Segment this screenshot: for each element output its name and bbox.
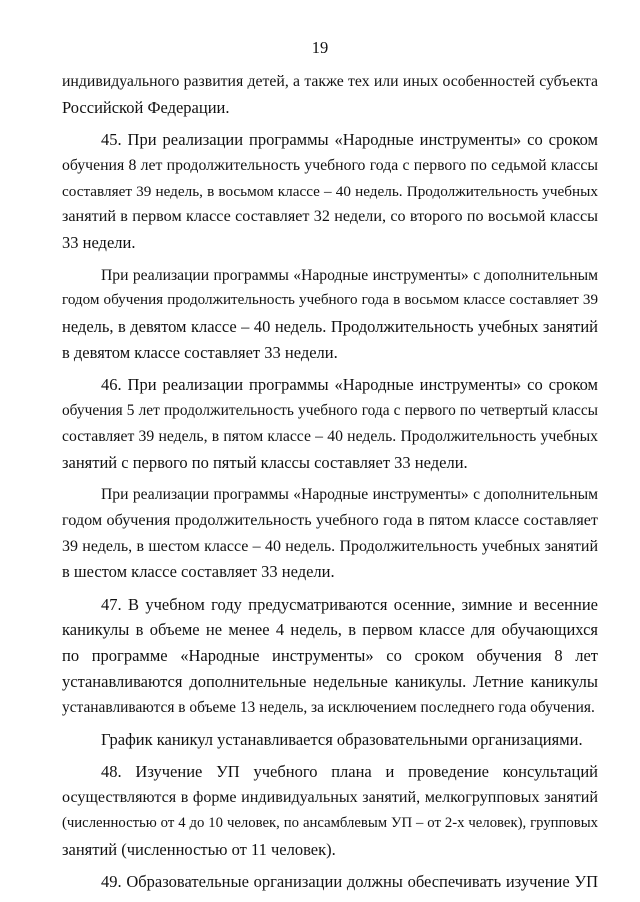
text-line: осуществляются в форме индивидуальных занятий, мелкогрупповых занятий [62,789,598,807]
text-line: 45. При реализации программы «Народные инструменты» со сроком [101,130,598,150]
paragraph-45 [62,127,598,256]
text-line: недель, в девятом классе – 40 недель. Продолжительность учебных занятий [62,317,598,337]
text-line: занятий в первом классе составляет 32 недели, со второго по восьмой классы [62,208,598,226]
text-line: устанавливаются дополнительные недельные каникулы. Летние каникулы [62,672,598,692]
paragraph-46 [62,372,598,475]
text-line: составляет 39 недель, в восьмом классе – 40 недель. Продолжительность учебных [62,182,598,200]
text-line: в шестом классе составляет 33 недели. [62,562,335,582]
paragraph-49 [62,869,598,895]
text-line: индивидуального развития детей, а также тех или иных особенностей субъекта [62,73,598,90]
text-line: каникулы в объеме не менее 4 недель, в первом классе для обучающихся [62,620,598,640]
paragraph-48 [62,759,598,862]
paragraph [62,263,598,366]
text-line: При реализации программы «Народные инструменты» с дополнительным [101,485,598,503]
text-line: обучения 5 лет продолжительность учебного года с первого по четвертый классы [62,402,598,420]
paragraph [62,727,598,753]
text-line: При реализации программы «Народные инструменты» с дополнительным [101,266,598,284]
text-line: занятий с первого по пятый классы составляет 33 недели. [62,452,468,472]
text-line: 47. В учебном году предусматриваются осенние, зимние и весенние [101,594,598,614]
text-line: годом обучения продолжительность учебного года в пятом классе составляет [62,511,598,529]
text-line: 33 недели. [62,233,136,253]
text-line: 49. Образовательные организации должны обеспечивать изучение УП [101,872,598,892]
text-line: обучения 8 лет продолжительность учебного года с первого по седьмой классы [62,156,598,174]
page-number: 19 [311,38,329,57]
document-body [62,69,598,901]
text-line: 39 недель, в шестом классе – 40 недель. Продолжительность учебных занятий [62,537,598,555]
text-line: в девятом классе составляет 33 недели. [62,342,338,362]
text-line: годом обучения продолжительность учебного года в восьмом классе составляет 39 [62,292,598,309]
text-line: занятий (численностью от 11 человек). [62,839,336,859]
text-line: по программе «Народные инструменты» со сроком обучения 8 лет [62,646,598,666]
paragraph [62,69,598,121]
text-line: Российской Федерации. [62,97,230,117]
text-line: устанавливаются в объеме 13 недель, за исключением последнего года обучения. [62,698,595,716]
text-line: составляет 39 недель, в пятом классе – 40 недель. Продолжительность учебных [62,427,598,445]
paragraph-47 [62,592,598,721]
text-line: 48. Изучение УП учебного плана и проведение консультаций [101,762,598,782]
text-line: График каникул устанавливается образовательными организациями. [101,730,583,750]
text-line: (численностью от 4 до 10 человек, по ансамблевым УП – от 2-х человек), групповых [62,815,598,832]
text-line: 46. При реализации программы «Народные инструменты» со сроком [101,375,598,395]
paragraph [62,482,598,585]
